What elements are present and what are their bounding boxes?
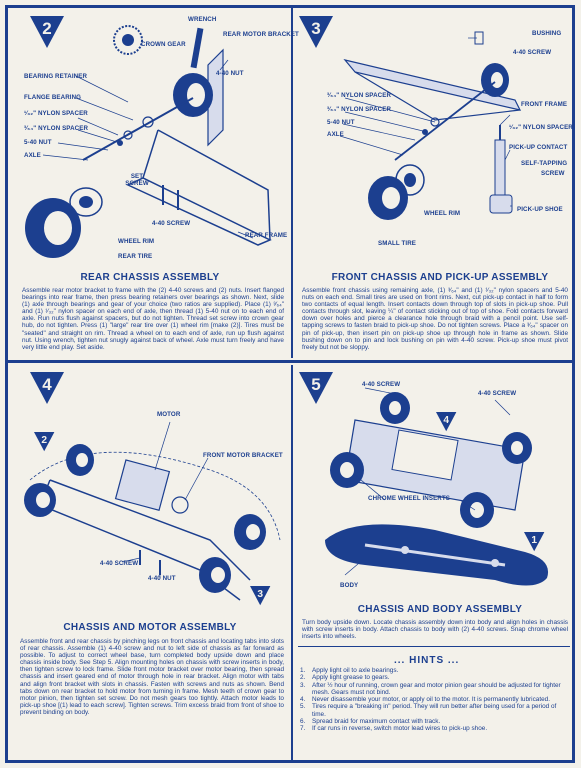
callout-pickup-contact: PICK-UP CONTACT xyxy=(509,144,568,151)
step-ref-2-badge: 2 xyxy=(34,432,54,452)
panel-5-text: Turn body upside down. Locate chassis assembly down into body and align holes in chassis with screw inserts in body. Attach chassis to body with (2) 4-40 screws. Snap chrome wheel inserts into wheels. xyxy=(302,619,568,641)
panel-3-title: FRONT CHASSIS AND PICK-UP ASSEMBLY xyxy=(331,272,549,283)
chassis-body-illustration xyxy=(295,380,573,600)
callout-440-screw: 4-40 SCREW xyxy=(152,220,191,227)
callout-set-screw: SET SCREW xyxy=(125,173,149,187)
hint-item: 3. After ½ hour of running, crown gear and motor pinion gear should be adjusted for tighter mesh. Gears must not bind. xyxy=(300,681,561,696)
rear-chassis-illustration xyxy=(8,10,290,265)
callout-nylon-spacer-b: ³⁄₆₄" NYLON SPACER xyxy=(24,125,89,132)
callout-axle: AXLE xyxy=(24,152,41,159)
step-ref-1-badge: 1 xyxy=(524,532,544,552)
step-5-badge: 5 xyxy=(299,372,333,406)
callout-body: BODY xyxy=(340,582,359,589)
callout-motor: MOTOR xyxy=(157,411,181,418)
step-ref-4-badge: 4 xyxy=(436,412,456,432)
panel-2-title: REAR CHASSIS ASSEMBLY xyxy=(80,272,220,283)
hint-item: 1. Apply light oil to axle bearings. xyxy=(300,667,399,674)
panel-4-title: CHASSIS AND MOTOR ASSEMBLY xyxy=(63,622,237,633)
callout-bearing-retainer: BEARING RETAINER xyxy=(24,73,88,80)
hints-list xyxy=(300,667,570,733)
callout-axle-front: AXLE xyxy=(327,131,344,138)
callout-flange-bearing: FLANGE BEARING xyxy=(24,94,82,101)
callout-440-screw-motor: 4-40 SCREW xyxy=(100,560,139,567)
callout-nylon-spacer-front-a: ³⁄₆₄" NYLON SPACER xyxy=(327,92,392,99)
callout-wheel-rim-front: WHEEL RIM xyxy=(424,210,461,217)
hint-item: 6. Spread braid for maximum contact with track. xyxy=(300,718,441,726)
hints-divider xyxy=(298,646,570,647)
callout-self-tapping: SELF-TAPPING xyxy=(521,160,568,167)
callout-440-nut: 4-40 NUT xyxy=(216,70,244,77)
callout-front-frame: FRONT FRAME xyxy=(521,101,568,108)
callout-pickup-shoe: PICK-UP SHOE xyxy=(517,206,563,213)
callout-440-screw-front: 4-40 SCREW xyxy=(513,49,552,56)
chassis-motor-illustration xyxy=(10,410,290,615)
callout-bushing: BUSHING xyxy=(532,30,562,37)
step-2-badge: 2 xyxy=(30,16,64,50)
divider-horizontal xyxy=(8,360,574,363)
step-4-badge: 4 xyxy=(30,372,64,406)
callout-crown-gear: CROWN GEAR xyxy=(141,41,186,48)
callout-rear-motor-bracket: REAR MOTOR BRACKET xyxy=(223,31,299,38)
hint-item: 2. Apply light grease to gears. xyxy=(300,674,390,682)
hint-item: 4. Never disassemble your motor, or apply oil to the motor. It is permanently lubricated. xyxy=(300,696,550,704)
divider-vertical-top xyxy=(291,8,293,358)
callout-540-nut-front: 5-40 NUT xyxy=(327,119,355,126)
callout-wrench: WRENCH xyxy=(188,16,217,23)
panel-2-text: Assemble rear motor bracket to frame with the (2) 4-40 screws and (2) nuts. Insert flanged bearings into rear frame, then press bearing retainers over bearings as shown. Next, slide (1) axle through bearings and gear of your choice (two ratios are supplied). Place (1) ³⁄₆₄" and (1) ¹⁄₃₂" nylon spacer on each end of axle, then thread (1) 5-40 nut on to each end of axle. Run nuts flush against spacers, but do not tighten. Thread set screw into crown gear hub, do not tighten. Press (1) "large" rear tire over (1) wheel rim [make (2)]. Tires must be "seated" and straight on rim. Thread a wheel on to each end of axle, run up flush against nut. Using wrench, tighten nut snugly against back of wheel. Axle must turn freely and have very little end play. Set aside. xyxy=(22,287,284,351)
divider-vertical-bottom xyxy=(291,365,293,760)
callout-nylon-spacer-front-c: ¹⁄₃₂" NYLON SPACER xyxy=(509,124,573,131)
panel-3-text: Assemble front chassis using remaining axle, (1) ³⁄₆₄" and (1) ¹⁄₃₂" nylon spacers and 5-40 nuts on each end. Small tires are used on front rims. Next, cut pick-up contact in half to form two contacts of equal length. Insert contacts down through top of slots in pick-up shoe. Pull contacts through slot, leaving ¼" of contact sticking out of top of shoe. Fold contacts forward down over holes and pierce a clearance hole through braid with a pencil point. Use self-tapping screws to fasten braid to pick-up shoe. Do not tighten screws. Place a ³⁄₆₄" spacer on pin of pick-up, then insert pin on pick-up shoe up through hole in frame as shown. Slide bushing down on to pin and lock bushing on pin with 4-40 screw. Pick-up shoe must pivot freely but not be sloppy. xyxy=(302,287,568,351)
callout-nylon-spacer-a: ¹⁄₃₂" NYLON SPACER xyxy=(24,110,88,117)
callout-nylon-spacer-front-b: ³⁄₆₄" NYLON SPACER xyxy=(327,106,392,113)
step-3-badge: 3 xyxy=(299,16,333,50)
callout-440-screw-body-b: 4-40 SCREW xyxy=(478,390,517,397)
hint-item: 5. Tires require a "breaking in" period. They will run better after being used for a period of time. xyxy=(300,703,557,718)
hint-item: 7. If car runs in reverse, switch motor lead wires to pick-up shoe. xyxy=(300,725,488,733)
callout-440-screw-body-a: 4-40 SCREW xyxy=(362,381,401,388)
callout-440-nut-motor: 4-40 NUT xyxy=(148,575,176,582)
hints-title: ... HINTS ... xyxy=(394,655,460,666)
callout-chrome-wheel-inserts: CHROME WHEEL INSERTS xyxy=(368,495,450,502)
callout-front-motor-bracket: FRONT MOTOR BRACKET xyxy=(203,452,283,459)
callout-rear-frame: REAR FRAME xyxy=(245,232,288,239)
callout-540-nut: 5-40 NUT xyxy=(24,139,52,146)
callout-screw: SCREW xyxy=(541,170,565,177)
callout-rear-tire: REAR TIRE xyxy=(118,253,153,260)
panel-5-title: CHASSIS AND BODY ASSEMBLY xyxy=(357,604,523,615)
step-ref-3-badge: 3 xyxy=(250,586,270,606)
callout-small-tire: SMALL TIRE xyxy=(378,240,417,247)
callout-wheel-rim: WHEEL RIM xyxy=(118,238,155,245)
panel-4-text: Assemble front and rear chassis by pinching legs on front chassis and locating tabs into slots of rear chassis. Assemble (1) 4-40 screw and nut to left side of chassis as far forward as possible. To adjust to correct wheel base, turn completed body upside down and place chassis inside body. See Step 5. Align mounting holes on chassis with screw inserts in body, then tighten screw to lock frame. Slide front motor bracket over motor bearing, then spread chassis and insert geared end of motor through hole in rear bracket. Align motor with tabs and align front bracket with slots in chassis. Fasten with screws and nuts as shown. Bend tabs down on rear bracket to hold motor from turning in frame. Mesh teeth of crown gear to motor pinion, then tighten set screw. Do not mesh gears too tightly. Attach motor leads to pick-up shoe [(1) lead to each screw]. Tighten screws. Trim excess braid from front of shoe to prevent binding on body. xyxy=(20,638,284,716)
